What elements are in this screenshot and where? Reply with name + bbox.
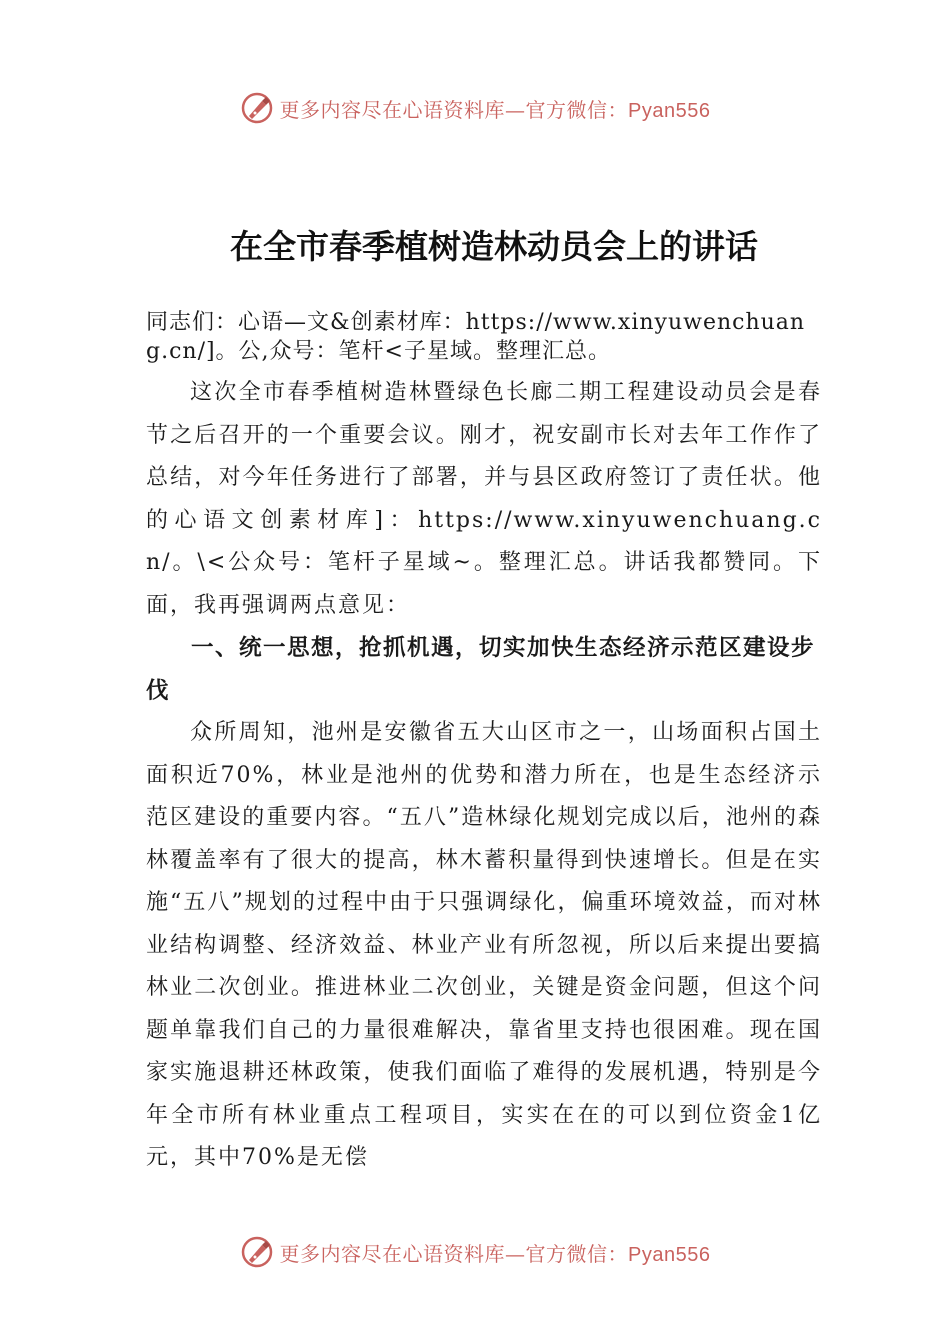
document-body [146, 222, 822, 1180]
document-title: 在全市春季植树造林动员会上的讲话 [230, 227, 758, 266]
section-1-heading: 一、统一思想，抢抓机遇，切实加快生态经济示范区建设步伐 [146, 635, 816, 704]
watermark-text: 更多内容尽在心语资料库—官方微信：Pyan556 [279, 97, 711, 122]
header-watermark-banner [0, 88, 950, 128]
pen-nib-circle-icon [240, 1235, 274, 1269]
intro-paragraph: 这次全市春季植树造林暨绿色长廊二期工程建设动员会是春节之后召开的一个重要会议。刚才，祝安副市长对去年工作作了总结，对今年任务进行了部署，并与县区政府签订了责任状。他的心语文创素材库]：https://www.xinyuwenchuang.cn/。\<公众号：笔杆子星域~。整理汇总。讲话我都赞同。下面，我再强调两点意见： [146, 380, 822, 618]
footer-watermark-banner [0, 1232, 950, 1272]
section-1-paragraph: 众所周知，池州是安徽省五大山区市之一，山场面积占国土面积近70%，林业是池州的优势和潜力所在，也是生态经济示范区建设的重要内容。“五八”造林绿化规划完成以后，池州的森林覆盖率有了很大的提高，林木蓄积量得到快速增长。但是在实施“五八”规划的过程中由于只强调绿化，偏重环境效益，而对林业结构调整、经济效益、林业产业有所忽视，所以后来提出要搞林业二次创业。推进林业二次创业，关键是资金问题，但这个问题单靠我们自己的力量很难解决，靠省里支持也很困难。现在国家实施退耕还林政策，使我们面临了难得的发展机遇，特别是今年全市所有林业重点工程项目，实实在在的可以到位资金1亿元，其中70%是无偿 [146, 720, 822, 1170]
watermark-text: 更多内容尽在心语资料库—官方微信：Pyan556 [279, 1241, 711, 1266]
greeting-line: 同志们：心语—文&创素材库：https://www.xinyuwenchuang.cn/]。公,众号：笔杆<子星域。整理汇总。 [146, 310, 806, 364]
pen-nib-circle-icon [240, 91, 274, 125]
